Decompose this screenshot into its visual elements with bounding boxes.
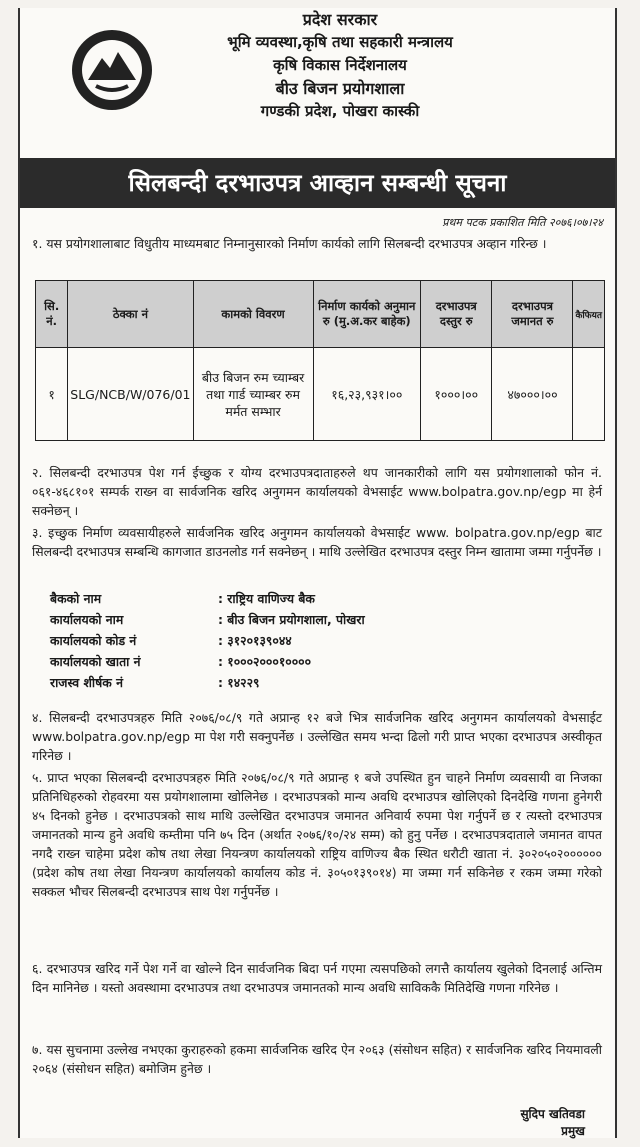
header-line-5: गण्डकी प्रदेश, पोखरा कास्की [260,102,420,120]
bank-row [50,609,365,630]
header [20,8,615,153]
cell-sn: १ [36,348,68,441]
bank-value: : १०००२०००१०००० [218,654,312,669]
col-header-remarks: कैफियत [573,281,605,348]
bank-value: : १४२२९ [218,675,260,690]
bank-value: : राष्ट्रिय वाणिज्य बैक [218,591,315,606]
col-header-estimate: निर्माण कार्यको अनुमान रु (मु.अ.कर बाहेक) [313,281,420,348]
paragraph-2: २. सिलबन्दी दरभाउपत्र पेश गर्न ईच्छुक र योग्य दरभाउपत्रदाताहरुले थप जानकारीको लागि यस प्रयोगशालाको फोन नं. ०६१-४६८१०१ सम्पर्क राख्न वा सार्वजनिक खरिद अनुगमन कार्यालयको वेभसाईट www.bolpatra.gov.np/egp मा हेर्न सक्नेछन् । [32,465,602,518]
col-header-bid-security: दरभाउपत्र जमानत रु [492,281,573,348]
signatory-role: प्रमुख [561,1124,585,1138]
col-header-fee: दरभाउपत्र दस्तुर रु [420,281,492,348]
cell-contract-no: SLG/NCB/W/076/01 [68,348,193,441]
cell-estimate: १६,२३,९३१।०० [313,348,420,441]
government-emblem-icon [70,28,154,112]
cell-remarks [573,348,605,441]
bank-key: बैकको नाम [50,591,102,606]
cell-fee: १०००।०० [420,348,492,441]
bank-key: कार्यालयको खाता नं [50,654,141,669]
bank-value: : बीउ बिजन प्रयोगशाला, पोखरा [218,612,365,627]
header-line-2: भूमि व्यवस्था,कृषि तथा सहकारी मन्त्रालय [227,33,453,51]
header-line-3: कृषि विकास निर्देशनालय [273,56,407,74]
paragraph-4: ४. सिलबन्दी दरभाउपत्रहरु मिति २०७६/०८/९ गते अप्रान्ह १२ बजे भित्र सार्वजनिक खरिद अनुगमन कार्यालयको वेभसाईट www.bolpatra.gov.np/egp मा पेश गरी सक्नुपर्नेछ । उल्लेखित समय भन्दा ढिलो गरी प्राप्त भएका दरभाउपत्र अस्वीकृत गरिनेछ । [32,710,602,763]
tender-table [35,280,605,441]
signatory-name: सुदिप खतिवडा [520,1107,585,1121]
paragraph-6: ६. दरभाउपत्र खरिद गर्ने पेश गर्ने वा खोल्ने दिन सार्वजनिक बिदा पर्न गएमा त्यसपछिको लगत्तै कार्यालय खुलेको दिनलाई अन्तिम दिन मानिनेछ । यस्तो अवस्थामा दरभाउपत्र तथा दरभाउपत्र जमानतको मान्य अवधि साविककै मितिदेखि गणना गरिनेछ । [32,961,602,995]
signature-block [520,1106,585,1140]
col-header-description: कामको विवरण [193,281,313,348]
bank-key: कार्यालयको कोड नं [50,633,137,648]
table-row [36,348,605,441]
cell-bid-security: ४७०००।०० [492,348,573,441]
bank-row [50,588,365,609]
notice-title: सिलबन्दी दरभाउपत्र आव्हान सम्बन्धी सूचना [20,158,615,208]
paragraph-7: ७. यस सुचनामा उल्लेख नभएका कुराहरुको हकमा सार्वजनिक खरिद ऐन २०६३ (संसोधन सहित) र सार्वजनिक खरिद नियमावली २०६४ (संसोधन सहित) बमोजिम हुनेछ । [32,1042,602,1076]
notice-sheet [18,8,617,1138]
table-header-row [36,281,605,348]
bank-key: कार्यालयको नाम [50,612,124,627]
header-line-1: प्रदेश सरकार [302,10,378,29]
paragraph-1: १. यस प्रयोगशालाबाट विधुतीय माध्यमबाट निम्नानुसारको निर्माण कार्यको लागि सिलबन्दी दरभाउपत्र अव्हान गरिन्छ । [32,236,547,251]
col-header-contract-no: ठेक्का नं [68,281,193,348]
col-header-sn: सि. नं. [36,281,68,348]
paragraph-5: ५. प्राप्त भएका सिलबन्दी दरभाउपत्रहरु मिति २०७६/०८/९ गते अप्रान्ह १ बजे उपस्थित हुन चाहने निर्माण व्यवसायी वा निजका प्रतिनिधिहरुको रोहवरमा यस प्रयोगशालामा खोलिनेछ । दरभाउपत्रको मान्य अवधि दरभाउपत्र खोलिएको दिनदेखि गणना हुनेगरी ४५ दिनको हुनेछ । दरभाउपत्रको साथ माथि उल्लेखित दरभाउपत्र जमानत अनिवार्य रुपमा पेश गर्नुपर्ने छ र त्यस्तो दरभाउपत्र जमानतको मान्य हुने अवधि कम्तीमा पनि ७५ दिन (अर्थात २०७६/१०/२४ सम्म) को हुनु पर्नेछ । दरभाउपत्रदाताले जमानत वापत नगदै राख्न चाहेमा प्रदेश कोष तथा लेखा नियन्त्रण कार्यालयको राष्ट्रिय वाणिज्य बैक स्थित धरौटी खाता नं. ३०२०५०२०००००० (प्रदेश कोष तथा लेखा नियन्त्रण कार्यालयको कार्यालय कोड नं. ३०५०१३९०१४) मा जम्मा गर्न सकिनेछ र रकम जम्मा गरेको सक्कल भौचर सिलबन्दी दरभाउपत्र साथ पेश गर्नुपर्नेछ । [32,770,602,899]
paragraph-3: ३. इच्छुक निर्माण व्यवसायीहरुले सार्वजनिक खरिद अनुगमन कार्यालयको वेभसाईट www. bolpatra.gov.np/egp बाट सिलबन्दी दरभाउपत्र सम्बन्धि कागजात डाउनलोड गर्न सक्नेछन् । माथि उल्लेखित दरभाउपत्र दस्तुर निम्न खातामा जम्मा गर्नुपर्नेछ । [32,525,602,559]
bank-row [50,651,365,672]
publication-date: प्रथम पटक प्रकाशित मिति २०७६।०७।२४ [442,216,603,229]
cell-description: बीउ बिजन रुम च्याम्बर तथा गार्ड च्याम्बर रुम मर्मत सम्भार [193,348,313,441]
bank-key: राजस्व शीर्षक नं [50,675,123,690]
bank-row [50,630,365,651]
bank-row [50,672,365,693]
bank-details [50,588,365,693]
header-line-4: बीउ बिजन प्रयोगशाला [275,79,405,98]
bank-value: : ३१२०१३९०४४ [218,633,292,648]
